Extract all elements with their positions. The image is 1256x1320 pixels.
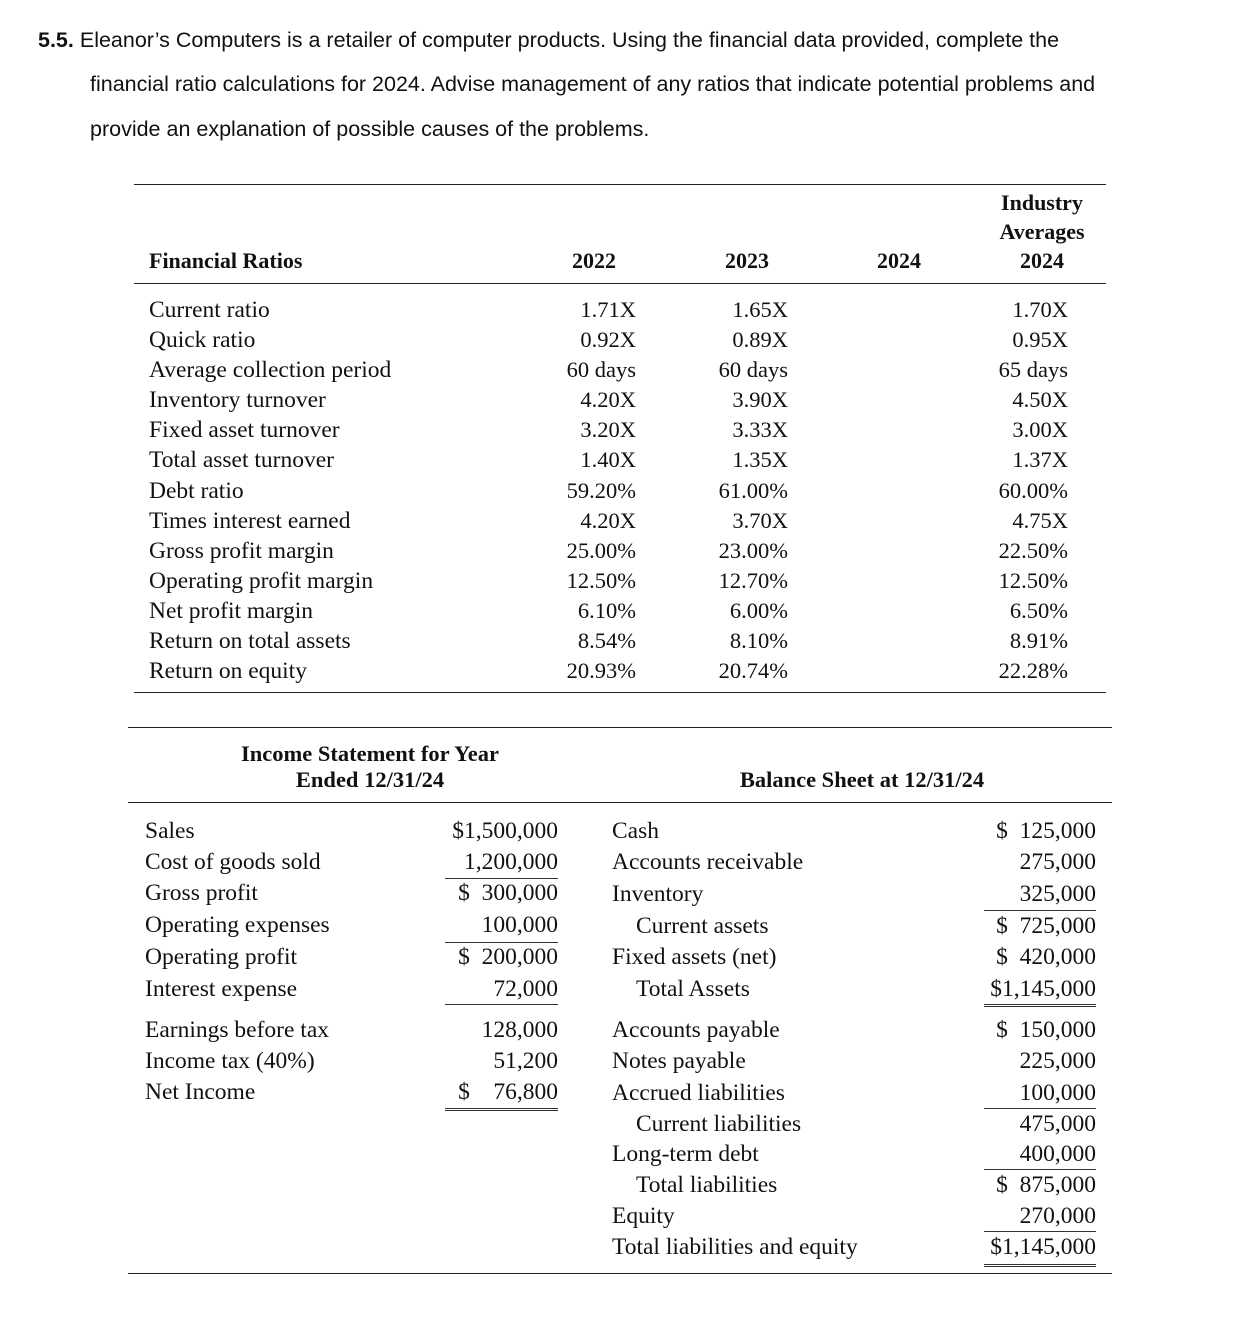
balance-sheet-label: Notes payable (612, 1048, 746, 1074)
statements-header-rule (128, 802, 1112, 803)
ratio-value-2023: 12.70% (718, 567, 788, 593)
ratio-col-industry (952, 295, 1068, 686)
ratio-name: Debt ratio (149, 477, 244, 504)
income-statement-underline (445, 942, 558, 943)
ratio-value-industry: 6.50% (1009, 597, 1068, 623)
income-statement-value: $1,500,000 (452, 818, 558, 844)
income-statement-label: Earnings before tax (145, 1017, 330, 1043)
ratio-name: Gross profit margin (149, 537, 334, 564)
ratio-name: Return on equity (149, 658, 307, 685)
ratio-value-2022: 4.20X (580, 507, 636, 533)
ratio-value-2022: 12.50% (566, 567, 636, 593)
balance-sheet-underline (984, 1169, 1096, 1170)
balance-sheet-label: Equity (612, 1203, 675, 1229)
ratio-value-2022: 25.00% (566, 537, 636, 563)
ratio-labels (149, 295, 391, 686)
ratio-value-2022: 1.40X (580, 447, 636, 473)
ratio-name: Return on total assets (149, 628, 351, 655)
balance-sheet-underline (984, 1108, 1096, 1109)
ratio-name: Net profit margin (149, 597, 314, 624)
ratio-value-2023: 8.10% (729, 628, 788, 654)
income-statement-underline (445, 878, 558, 879)
balance-sheet-label: Current assets (636, 913, 769, 939)
ratio-value-2023: 3.70X (732, 507, 788, 533)
statements-top-rule (128, 727, 1112, 728)
ratio-value-2022: 3.20X (580, 417, 636, 443)
income-statement-underline (445, 1004, 558, 1005)
statements-bottom-rule (128, 1273, 1112, 1274)
balance-sheet-value: $ 150,000 (996, 1017, 1096, 1043)
ratio-table-bottom-rule (134, 692, 1106, 693)
ratio-value-2023: 1.35X (732, 447, 788, 473)
balance-sheet-label: Inventory (612, 881, 704, 907)
ratio-table-header-rule (134, 283, 1106, 284)
ratio-value-2023: 60 days (718, 357, 788, 383)
ratio-col-2023 (672, 295, 788, 686)
balance-sheet-value: 275,000 (1019, 849, 1096, 875)
ratio-value-2023: 3.90X (732, 387, 788, 413)
ratio-col-2022 (520, 295, 636, 686)
ratio-header-label: Financial Ratios (149, 248, 303, 273)
ratio-value-2023: 6.00% (729, 597, 788, 623)
ratio-value-2023: 3.33X (732, 417, 788, 443)
income-statement-label: Cost of goods sold (145, 849, 321, 875)
income-statement-value: 72,000 (493, 976, 558, 1002)
ratio-table-top-rule (134, 184, 1106, 185)
balance-sheet-value: 475,000 (1019, 1111, 1096, 1137)
ratio-value-2022: 60 days (566, 357, 636, 383)
ratio-header-2022: 2022 (572, 248, 616, 273)
balance-sheet-value: 225,000 (1019, 1048, 1096, 1074)
balance-sheet-underline (984, 1264, 1096, 1267)
balance-sheet-value: $ 420,000 (996, 944, 1096, 970)
income-statement-label: Net Income (145, 1079, 256, 1105)
income-statement-underline (445, 1108, 558, 1111)
ratio-name: Times interest earned (149, 507, 351, 534)
ratio-value-industry: 22.28% (998, 658, 1068, 684)
balance-sheet-label: Current liabilities (636, 1111, 802, 1137)
income-statement-value: 100,000 (481, 912, 558, 938)
income-statement-value: 1,200,000 (464, 849, 558, 875)
ratio-value-industry: 1.70X (1012, 297, 1068, 322)
ratio-value-2022: 1.71X (580, 297, 636, 322)
income-statement-value: $ 200,000 (458, 944, 558, 970)
balance-sheet-underline (984, 910, 1096, 911)
balance-sheet-value: $1,145,000 (990, 976, 1096, 1002)
problem-number: 5.5. (38, 28, 74, 52)
ratio-value-2023: 20.74% (718, 658, 788, 684)
balance-sheet-label: Accrued liabilities (612, 1080, 785, 1106)
balance-sheet-value: $ 725,000 (996, 913, 1096, 939)
ratio-name: Average collection period (149, 357, 392, 384)
ratio-value-2023: 0.89X (732, 327, 788, 353)
income-statement-title: Income Statement for Year Ended 12/31/24 (240, 741, 500, 792)
ratio-value-2022: 20.93% (566, 658, 636, 684)
balance-sheet-value: 270,000 (1019, 1203, 1096, 1229)
income-statement-value: $ 300,000 (458, 880, 558, 906)
ratio-value-industry: 22.50% (998, 537, 1068, 563)
ratio-header-2024: 2024 (877, 248, 921, 273)
balance-sheet-value: 325,000 (1019, 881, 1096, 907)
ratio-value-2022: 4.20X (580, 387, 636, 413)
ratio-value-industry: 4.50X (1012, 387, 1068, 413)
ratio-value-2023: 61.00% (718, 477, 788, 503)
ratio-value-industry: 12.50% (998, 567, 1068, 593)
balance-sheet-label: Total Assets (636, 976, 750, 1002)
ratio-value-2023: 1.65X (732, 297, 788, 322)
balance-sheet-label: Accounts payable (612, 1017, 780, 1043)
income-statement-label: Interest expense (145, 976, 298, 1002)
ratio-value-industry: 3.00X (1012, 417, 1068, 443)
balance-sheet-value: $1,145,000 (990, 1234, 1096, 1260)
ratio-value-industry: 8.91% (1009, 628, 1068, 654)
ratio-name: Current ratio (149, 297, 270, 323)
ratio-name: Total asset turnover (149, 447, 334, 474)
problem-line-2: financial ratio calculations for 2024. Advise management of any ratios that indicate potential problems and (90, 72, 1096, 96)
balance-sheet-label: Total liabilities (636, 1172, 778, 1198)
balance-sheet-value: $ 875,000 (996, 1172, 1096, 1198)
income-statement-label: Operating expenses (145, 912, 330, 938)
ratio-value-industry: 65 days (998, 357, 1068, 383)
income-statement-label: Sales (145, 818, 195, 844)
ratio-value-industry: 1.37X (1012, 447, 1068, 473)
balance-sheet-underline (984, 1004, 1096, 1007)
ratio-value-2023: 23.00% (718, 537, 788, 563)
income-statement-value: 128,000 (481, 1017, 558, 1043)
ratio-header-2023: 2023 (725, 248, 769, 273)
ratio-value-industry: 0.95X (1012, 327, 1068, 353)
balance-sheet-title: Balance Sheet at 12/31/24 (739, 767, 985, 792)
ratio-value-industry: 60.00% (998, 477, 1068, 503)
income-statement-value: $ 76,800 (458, 1079, 558, 1105)
balance-sheet-value: $ 125,000 (996, 818, 1096, 844)
balance-sheet-label: Total liabilities and equity (612, 1234, 858, 1260)
ratio-name: Operating profit margin (149, 567, 374, 594)
ratio-name: Quick ratio (149, 327, 256, 354)
income-statement-value: 51,200 (493, 1048, 558, 1074)
ratio-name: Fixed asset turnover (149, 417, 340, 444)
income-statement-label: Income tax (40%) (145, 1048, 315, 1074)
balance-sheet-label: Fixed assets (net) (612, 944, 777, 970)
ratio-value-industry: 4.75X (1012, 507, 1068, 533)
balance-sheet-label: Cash (612, 818, 659, 844)
income-statement-label: Operating profit (145, 944, 298, 970)
balance-sheet-value: 100,000 (1019, 1080, 1096, 1106)
ratio-value-2022: 6.10% (577, 597, 636, 623)
ratio-header-industry: Industry Averages 2024 (999, 190, 1085, 273)
ratio-value-2022: 0.92X (580, 327, 636, 353)
balance-sheet-label: Long-term debt (612, 1141, 759, 1167)
ratio-name: Inventory turnover (149, 387, 326, 414)
balance-sheet-value: 400,000 (1019, 1141, 1096, 1167)
balance-sheet-underline (984, 1231, 1096, 1232)
balance-sheet-label: Accounts receivable (612, 849, 804, 875)
income-statement-label: Gross profit (145, 880, 258, 906)
ratio-value-2022: 59.20% (566, 477, 636, 503)
ratio-value-2022: 8.54% (577, 628, 636, 654)
problem-line-3: provide an explanation of possible causes of the problems. (90, 117, 650, 141)
problem-line-1: 5.5. Eleanor’s Computers is a retailer of computer products. Using the financial data provided, complete the (38, 28, 1060, 52)
